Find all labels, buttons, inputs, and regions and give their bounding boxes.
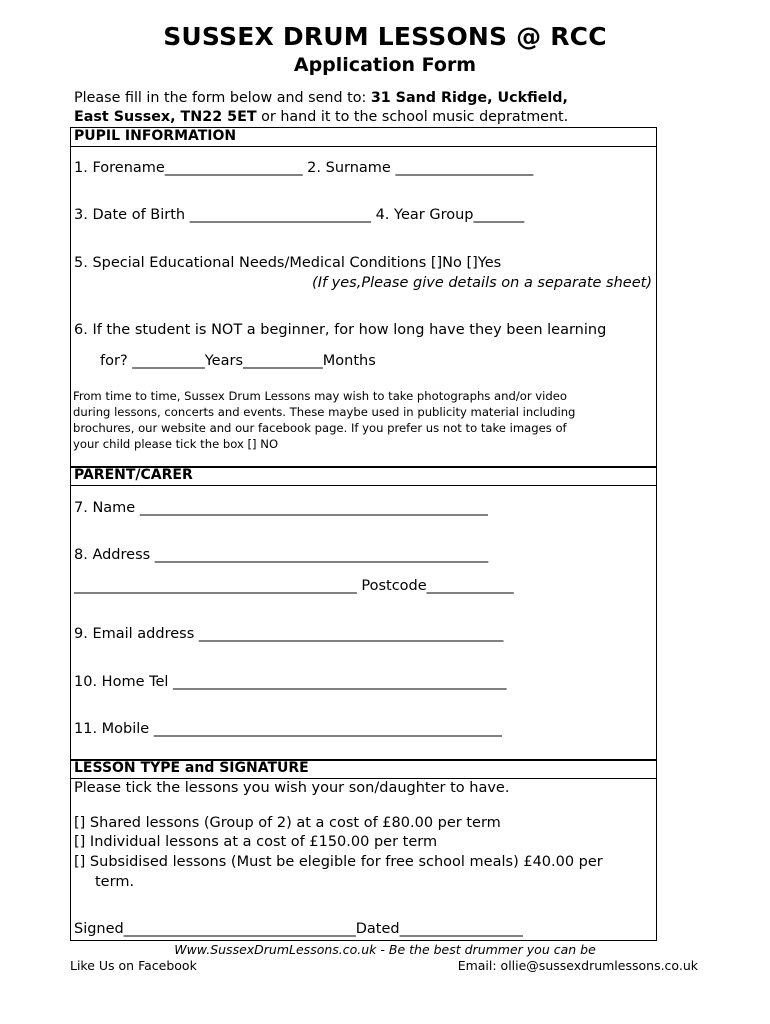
subsidised-lessons-option-cont: term. [95, 874, 135, 890]
home-tel-field[interactable]: 10. Home Tel ______________________________________________ [74, 674, 507, 690]
photo-consent-line-2: during lessons, concerts and events. These maybe used in publicity material including [73, 405, 576, 419]
special-needs-field[interactable]: 5. Special Educational Needs/Medical Conditions []No []Yes [74, 255, 502, 271]
address-postcode-field[interactable]: _______________________________________ Postcode____________ [74, 578, 514, 594]
lesson-heading-bar [70, 759, 657, 779]
lesson-instruction: Please tick the lessons you wish your son/daughter to have. [74, 780, 510, 796]
pupil-heading-bar [70, 127, 657, 147]
subsidised-lessons-option[interactable]: [] Subsidised lessons (Must be elegible for free school meals) £40.00 per [74, 854, 603, 870]
signature-date-field[interactable]: Signed________________________________Dated_________________ [74, 921, 523, 937]
dob-yeargroup-field[interactable]: 3. Date of Birth _________________________ 4. Year Group_______ [74, 207, 525, 223]
parent-heading-bar [70, 466, 657, 486]
intro-address-1: 31 Sand Ridge, Uckfield, [370, 90, 568, 106]
form-subtitle: Application Form [293, 54, 477, 76]
lesson-heading: LESSON TYPE and SIGNATURE [74, 760, 309, 776]
parent-name-field[interactable]: 7. Name ________________________________________________ [74, 500, 488, 516]
shared-lessons-option[interactable]: [] Shared lessons (Group of 2) at a cost of £80.00 per term [74, 815, 501, 831]
footer-facebook: Like Us on Facebook [70, 958, 197, 973]
photo-consent-line-3: brochures, our website and our facebook page. If you prefer us not to take images of [73, 421, 567, 435]
photo-consent-line-1: From time to time, Sussex Drum Lessons may wish to take photographs and/or video [73, 389, 567, 403]
intro-text-1: Please fill in the form below and send to: [74, 90, 371, 106]
experience-question: 6. If the student is NOT a beginner, for how long have they been learning [74, 322, 607, 338]
address-field[interactable]: 8. Address ______________________________________________ [74, 547, 489, 563]
pupil-heading: PUPIL INFORMATION [74, 128, 237, 144]
forename-surname-field[interactable]: 1. Forename___________________ 2. Surname ___________________ [74, 160, 534, 176]
intro-text [74, 89, 568, 127]
parent-heading: PARENT/CARER [74, 467, 193, 483]
special-needs-note: (If yes,Please give details on a separate sheet) [312, 275, 652, 291]
intro-address-2: East Sussex, TN22 5ET [74, 109, 257, 125]
mobile-field[interactable]: 11. Mobile ________________________________________________ [74, 721, 502, 737]
email-field[interactable]: 9. Email address __________________________________________ [74, 626, 504, 642]
footer-email: Email: ollie@sussexdrumlessons.co.uk [457, 958, 698, 973]
experience-field[interactable]: for? __________Years___________Months [100, 353, 376, 369]
photo-consent-line-4[interactable]: your child please tick the box [] NO [73, 437, 279, 451]
footer-website: Www.SussexDrumLessons.co.uk - Be the best drummer you can be [174, 942, 596, 957]
individual-lessons-option[interactable]: [] Individual lessons at a cost of £150.00 per term [74, 834, 438, 850]
form-title: SUSSEX DRUM LESSONS @ RCC [163, 22, 607, 51]
intro-text-2: or hand it to the school music depratment. [256, 109, 569, 125]
